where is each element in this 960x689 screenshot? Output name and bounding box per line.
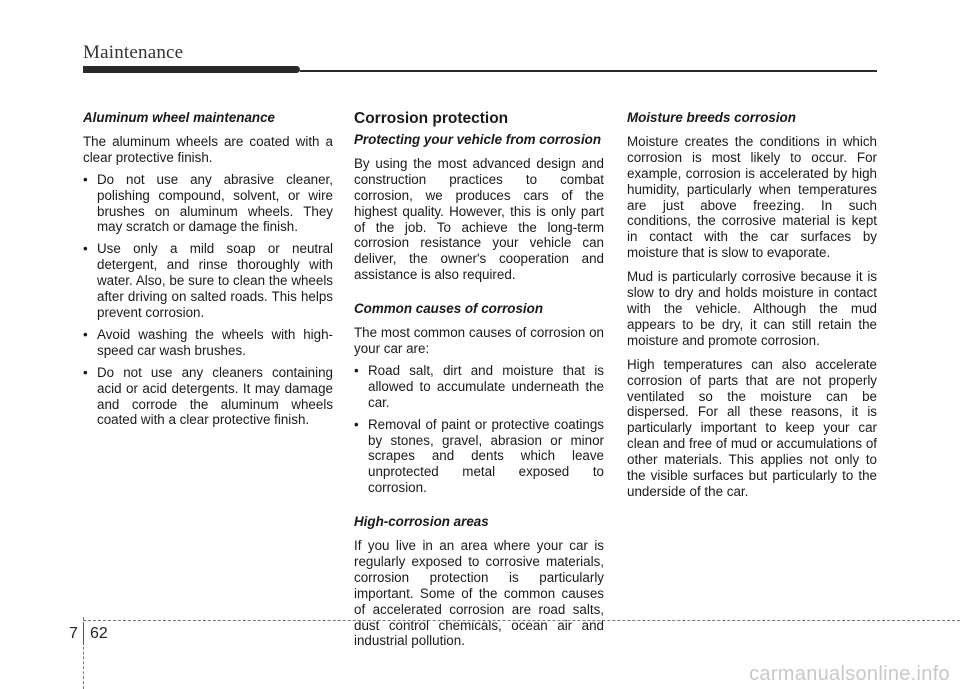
section-subtitle: High-corrosion areas bbox=[354, 514, 489, 530]
list-item: • Avoid washing the wheels with high-speed car wash brushes. bbox=[83, 326, 333, 358]
list-item: • Do not use any abrasive cleaner, polishing compound, solvent, or wire brushes on aluminum wheels. They may scratch or damage the finish. bbox=[83, 171, 333, 235]
paragraph: Moisture creates the conditions in which corrosion is most likely to occur. For example, corrosion is accelerated by high humidity, particularly when temperatures are just above freezing. In such conditions, the corrosive material is kept in contact with the car surfaces by moisture that is slow to evaporate. bbox=[627, 133, 877, 261]
paragraph: The most common causes of corrosion on your car are: bbox=[354, 325, 604, 356]
footer-rule bbox=[83, 620, 960, 621]
column-moisture-corrosion bbox=[627, 110, 877, 500]
header-rule bbox=[300, 70, 877, 72]
watermark: carmanualsonline.info bbox=[749, 663, 950, 685]
list-item: • Use only a mild soap or neutral detergent, and rinse thoroughly with water. Also, be sure to clean the wheels after driving on salted roads. This helps prevent corrosion. bbox=[83, 241, 333, 320]
bullet-list bbox=[354, 363, 604, 496]
chapter-number: 7 bbox=[69, 625, 78, 642]
paragraph: Mud is particularly corrosive because it is slow to dry and holds moisture in contact with the vehicle. Although the mud appears to be dry, it can still retain the moisture and promote corrosion. bbox=[627, 269, 877, 348]
column-aluminum-wheels bbox=[83, 110, 333, 428]
list-item: • Removal of paint or protective coatings by stones, gravel, abrasion or minor scrapes and dents which leave unprotected metal exposed to corrosion. bbox=[354, 416, 604, 496]
header-bar bbox=[83, 66, 300, 73]
bullet-icon: • bbox=[83, 326, 88, 342]
list-item: • Road salt, dirt and moisture that is allowed to accumulate underneath the car. bbox=[354, 362, 604, 410]
paragraph: If you live in an area where your car is regularly exposed to corrosive materials, corrosion protection is particularly important. Some of the common causes of accelerated corrosion are road salts, dust control chemicals, ocean air and industrial pollution. bbox=[354, 538, 604, 649]
page-number-separator bbox=[83, 623, 84, 645]
paragraph: By using the most advanced design and construction practices to combat corrosion, we produces cars of the highest quality. However, this is only part of the job. To achieve the long-term corrosion resistance your vehicle can deliver, the owner's cooperation and assistance is also required. bbox=[354, 155, 604, 283]
section-subtitle: Common causes of corrosion bbox=[354, 301, 543, 317]
bullet-icon: • bbox=[354, 362, 359, 378]
column-corrosion-protection bbox=[354, 110, 604, 649]
bullet-icon: • bbox=[83, 171, 88, 187]
bullet-icon: • bbox=[354, 416, 359, 432]
section-heading: Corrosion protection bbox=[354, 110, 509, 127]
bullet-icon: • bbox=[83, 364, 88, 380]
paragraph: High temperatures can also accelerate corrosion of parts that are not properly ventilated so the moisture can be dispersed. For all these reasons, it is particularly important to keep your car clean and free of mud or accumulations of other materials. This applies not only to the visible surfaces but particularly to the underside of the car. bbox=[627, 356, 877, 499]
bullet-icon: • bbox=[83, 241, 88, 257]
section-subtitle: Moisture breeds corrosion bbox=[627, 110, 796, 125]
page-title: Maintenance bbox=[83, 42, 184, 63]
bullet-list bbox=[83, 172, 333, 429]
section-subtitle: Aluminum wheel maintenance bbox=[83, 110, 275, 125]
paragraph: The aluminum wheels are coated with a clear protective finish. bbox=[83, 133, 333, 165]
page-number: 62 bbox=[90, 625, 108, 642]
section-subtitle: Protecting your vehicle from corrosion bbox=[354, 132, 602, 147]
list-item: • Do not use any cleaners containing acid or acid detergents. It may damage and corrode the aluminum wheels coated with a clear protective finish. bbox=[83, 364, 333, 428]
